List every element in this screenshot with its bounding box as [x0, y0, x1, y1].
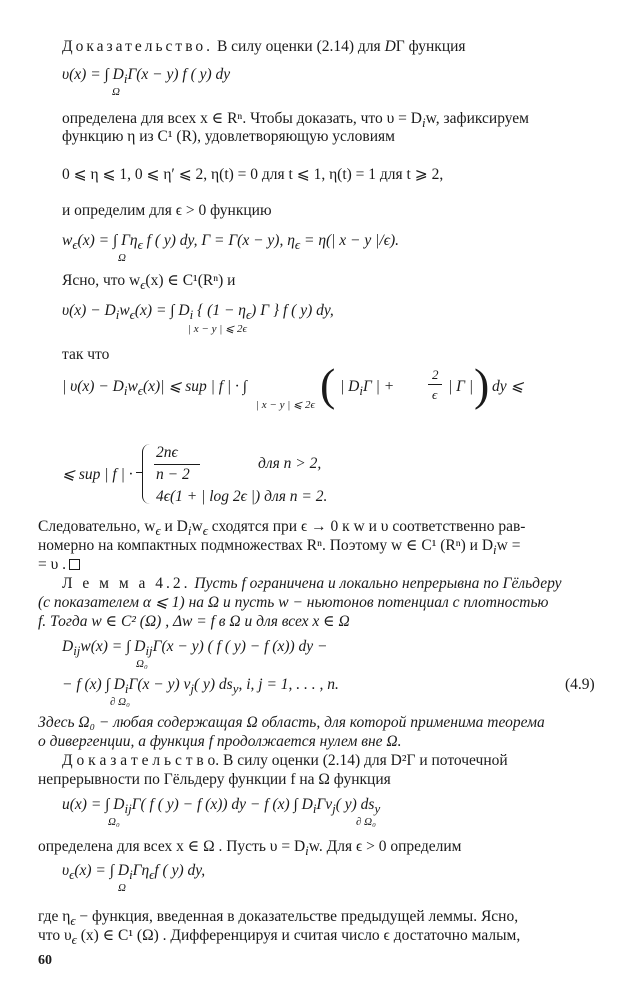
- text-fragment: определена для всех x ∈ Rⁿ. Чтобы доказать, что υ = D: [62, 110, 422, 127]
- case1-denominator: n − 2: [156, 466, 190, 483]
- fraction-bar: [428, 384, 442, 385]
- text-fragment: − функция, введенная в доказательстве предыдущей леммы. Ясно,: [75, 908, 519, 925]
- case1-numerator: 2nϵ: [156, 444, 178, 461]
- formula-text: f ( y) dy,: [154, 862, 206, 879]
- lemma-heading: Л е м м а 4.2.: [62, 575, 191, 592]
- subscript: ϵ: [137, 383, 143, 399]
- integral-domain: Ω: [118, 882, 126, 894]
- equation-number: (4.9): [565, 676, 595, 693]
- text-line: [62, 272, 235, 294]
- case1-fraction-bar: [154, 464, 200, 465]
- subscript: ϵ: [71, 932, 77, 948]
- subscript: i: [124, 681, 129, 697]
- text-fragment: сходятся при ϵ → 0 к w и υ соответственно рав-: [207, 518, 526, 535]
- integral-domain: | x − y | ⩽ 2ϵ: [188, 323, 247, 335]
- subscript: i: [312, 801, 317, 817]
- formula-text: υ(x) − D: [62, 302, 116, 319]
- subscript: ij: [73, 643, 81, 659]
- remark-text: о дивергенции, а функция f продолжается нулем вне Ω.: [38, 733, 402, 750]
- remark-text: Здесь Ω₀ − любая содержащая Ω область, для которой применима теорема: [38, 714, 545, 731]
- subscript: j: [332, 801, 336, 817]
- text-fragment: и D: [160, 518, 188, 535]
- text-line: непрерывности по Гёльдеру функции f на Ω функция: [38, 771, 391, 788]
- subscript: ϵ: [149, 867, 155, 883]
- subscript: ϵ: [70, 913, 76, 929]
- formula-text: ( y) ds: [193, 676, 233, 693]
- integral-domain: | x − y | ⩽ 2ϵ: [256, 399, 315, 411]
- subscript: ϵ: [140, 277, 146, 293]
- subscript: i: [493, 542, 497, 558]
- integral-domain: Ω₀: [136, 658, 148, 670]
- formula-text: (x)| ⩽ sup | f | · ∫: [143, 378, 248, 395]
- formula-text: { (1 − η: [197, 302, 246, 319]
- text-fragment: что υ: [38, 927, 72, 944]
- lemma-text: f. Тогда w ∈ C² (Ω) , Δw = f в Ω и для всех x ∈ Ω: [38, 613, 350, 630]
- subscript: y: [232, 681, 239, 697]
- text-fragment: = υ .: [38, 556, 67, 573]
- case2: 4ϵ(1 + | log 2ϵ |) для n = 2.: [156, 488, 328, 505]
- formula-text: Γ | +: [362, 378, 395, 395]
- subscript: i: [189, 307, 194, 323]
- formula-text: | Γ |: [448, 378, 474, 395]
- lemma-text: (с показателем α ⩽ 1) на Ω и пусть w − ньютонов потенциал с плотностью: [38, 594, 549, 611]
- formula-v-eps: [62, 862, 205, 884]
- formula-text: | υ(x) − D: [62, 378, 124, 395]
- formula-text: = η(| x − y |/ϵ).: [303, 232, 399, 249]
- formula-text: ⩽ sup | f | ·: [62, 466, 133, 483]
- formula-text: w(x) = ∫ D: [80, 638, 146, 655]
- formula-conditions: 0 ⩽ η ⩽ 1, 0 ⩽ η′ ⩽ 2, η(t) = 0 для t ⩽ 1, η(t) = 1 для t ⩾ 2,: [62, 166, 444, 183]
- formula-estimate-inner: [340, 378, 394, 400]
- formula-4-9-line1: [62, 638, 328, 660]
- formula-text: Γ(x − y) f ( y) dy: [127, 66, 231, 83]
- text-fragment: w. Для ϵ > 0 определим: [308, 838, 462, 855]
- integral-domain: Ω₀: [108, 816, 120, 828]
- text-line: так что: [62, 346, 110, 363]
- subscript: i: [187, 523, 192, 539]
- integral-domain: Ω: [112, 86, 120, 98]
- formula-text: | D: [340, 378, 360, 395]
- text-fragment: Следовательно, w: [38, 518, 156, 535]
- formula-text: υ(x) = ∫ D: [62, 66, 124, 83]
- formula-text: f ( y) dy, Γ = Γ(x − y), η: [146, 232, 295, 249]
- subscript: i: [422, 115, 426, 131]
- formula-text: (x) = ∫ D: [134, 302, 190, 319]
- subscript: i: [129, 867, 133, 883]
- formula-text: υ: [62, 862, 70, 879]
- cases-brace-tip: [136, 472, 143, 473]
- cases-brace: [142, 444, 153, 504]
- formula-text: w: [62, 232, 73, 249]
- text-line: функцию η из C¹ (R), удовлетворяющую условиям: [62, 128, 395, 145]
- proof-line: [62, 752, 508, 770]
- formula-text: Γ(x − y) ( f ( y) − f (x)) dy −: [152, 638, 328, 655]
- subscript: ij: [145, 643, 153, 659]
- subscript: ϵ: [155, 523, 161, 539]
- subscript: y: [374, 801, 381, 817]
- subscript: ϵ: [129, 307, 135, 323]
- proof-heading: Доказательство.: [62, 38, 214, 55]
- integral-domain: ∂ Ω₀: [110, 696, 130, 708]
- fraction-denominator: ϵ: [432, 387, 438, 402]
- qed-square: [69, 559, 80, 570]
- integral-domain: Ω: [118, 252, 126, 264]
- text-fragment: (x) ∈ C¹(Rⁿ) и: [145, 272, 236, 289]
- subscript: ϵ: [202, 523, 208, 539]
- page-number: 60: [38, 953, 52, 968]
- subscript: ij: [124, 801, 132, 817]
- text-line: [38, 927, 520, 949]
- subscript: ϵ: [69, 867, 75, 883]
- formula-w-eps: [62, 232, 399, 254]
- formula-text: (x) = ∫ Γη: [77, 232, 138, 249]
- formula-text: dy ⩽: [492, 378, 524, 395]
- right-paren: ): [474, 359, 490, 410]
- subscript: ϵ: [245, 307, 252, 323]
- lemma-line: [62, 575, 562, 593]
- fraction-numerator: 2: [432, 367, 439, 382]
- formula-text: , i, j = 1, . . . , n.: [238, 676, 339, 693]
- text-line: и определим для ϵ > 0 функцию: [62, 202, 272, 219]
- formula-text: Γ( f ( y) − f (x)) dy − f (x) ∫ D: [131, 796, 313, 813]
- formula-text: Γν: [316, 796, 333, 813]
- subscript: i: [123, 383, 128, 399]
- integral-domain: ∂ Ω₀: [356, 816, 376, 828]
- formula-text: w: [119, 302, 130, 319]
- subscript: ϵ: [72, 237, 78, 253]
- formula-text: − f (x) ∫ D: [62, 676, 125, 693]
- text-fragment: w =: [496, 537, 521, 554]
- formula-text: Γ(x − y) ν: [128, 676, 191, 693]
- formula-text: ) Γ } f ( y) dy,: [251, 302, 334, 319]
- text-fragment: Ясно, что w: [62, 272, 141, 289]
- subscript: ϵ: [294, 237, 301, 253]
- text-fragment: определена для всех x ∈ Ω . Пусть υ = D: [38, 838, 306, 855]
- text-fragment: w, зафиксируем: [425, 110, 529, 127]
- formula-text: w: [127, 378, 138, 395]
- formula-text: (x) = ∫ D: [74, 862, 130, 879]
- formula-u: [62, 796, 380, 818]
- left-paren: (: [320, 359, 336, 410]
- formula-difference: [62, 302, 334, 324]
- text-fragment: В силу оценки (2.14) для DΓ функция: [216, 38, 466, 55]
- text-fragment: где η: [38, 908, 71, 925]
- text-line: [38, 537, 520, 559]
- subscript: i: [115, 307, 120, 323]
- formula-text: Γη: [132, 862, 150, 879]
- proof-heading-line: [62, 38, 466, 56]
- subscript: ϵ: [137, 237, 143, 253]
- formula-text: u(x) = ∫ D: [62, 796, 125, 813]
- formula-v: [62, 66, 230, 88]
- text-line: [38, 838, 461, 860]
- text-fragment: номерно на компактных подмножествах Rⁿ. Поэтому w ∈ C¹ (Rⁿ) и D: [38, 537, 494, 554]
- formula-4-9-line2: [62, 676, 339, 698]
- text-fragment: (x) ∈ C¹ (Ω) . Дифференцируя и считая число ϵ достаточно малым,: [76, 927, 521, 944]
- case1-condition: для n > 2,: [258, 455, 322, 472]
- text-line: [38, 556, 80, 574]
- text-fragment: w: [191, 518, 203, 535]
- subscript: i: [123, 71, 128, 87]
- lemma-text: Пусть f ограничена и локально непрерывна по Гёльдеру: [190, 575, 562, 592]
- subscript: i: [359, 383, 363, 399]
- text-fragment: Д о к а з а т е л ь с т в о. В силу оценки (2.14) для D²Γ и поточечной: [62, 752, 508, 769]
- subscript: j: [190, 681, 194, 697]
- formula-text: D: [62, 638, 74, 655]
- formula-text: ( y) ds: [335, 796, 375, 813]
- formula-estimate: [62, 378, 247, 400]
- subscript: i: [305, 843, 309, 859]
